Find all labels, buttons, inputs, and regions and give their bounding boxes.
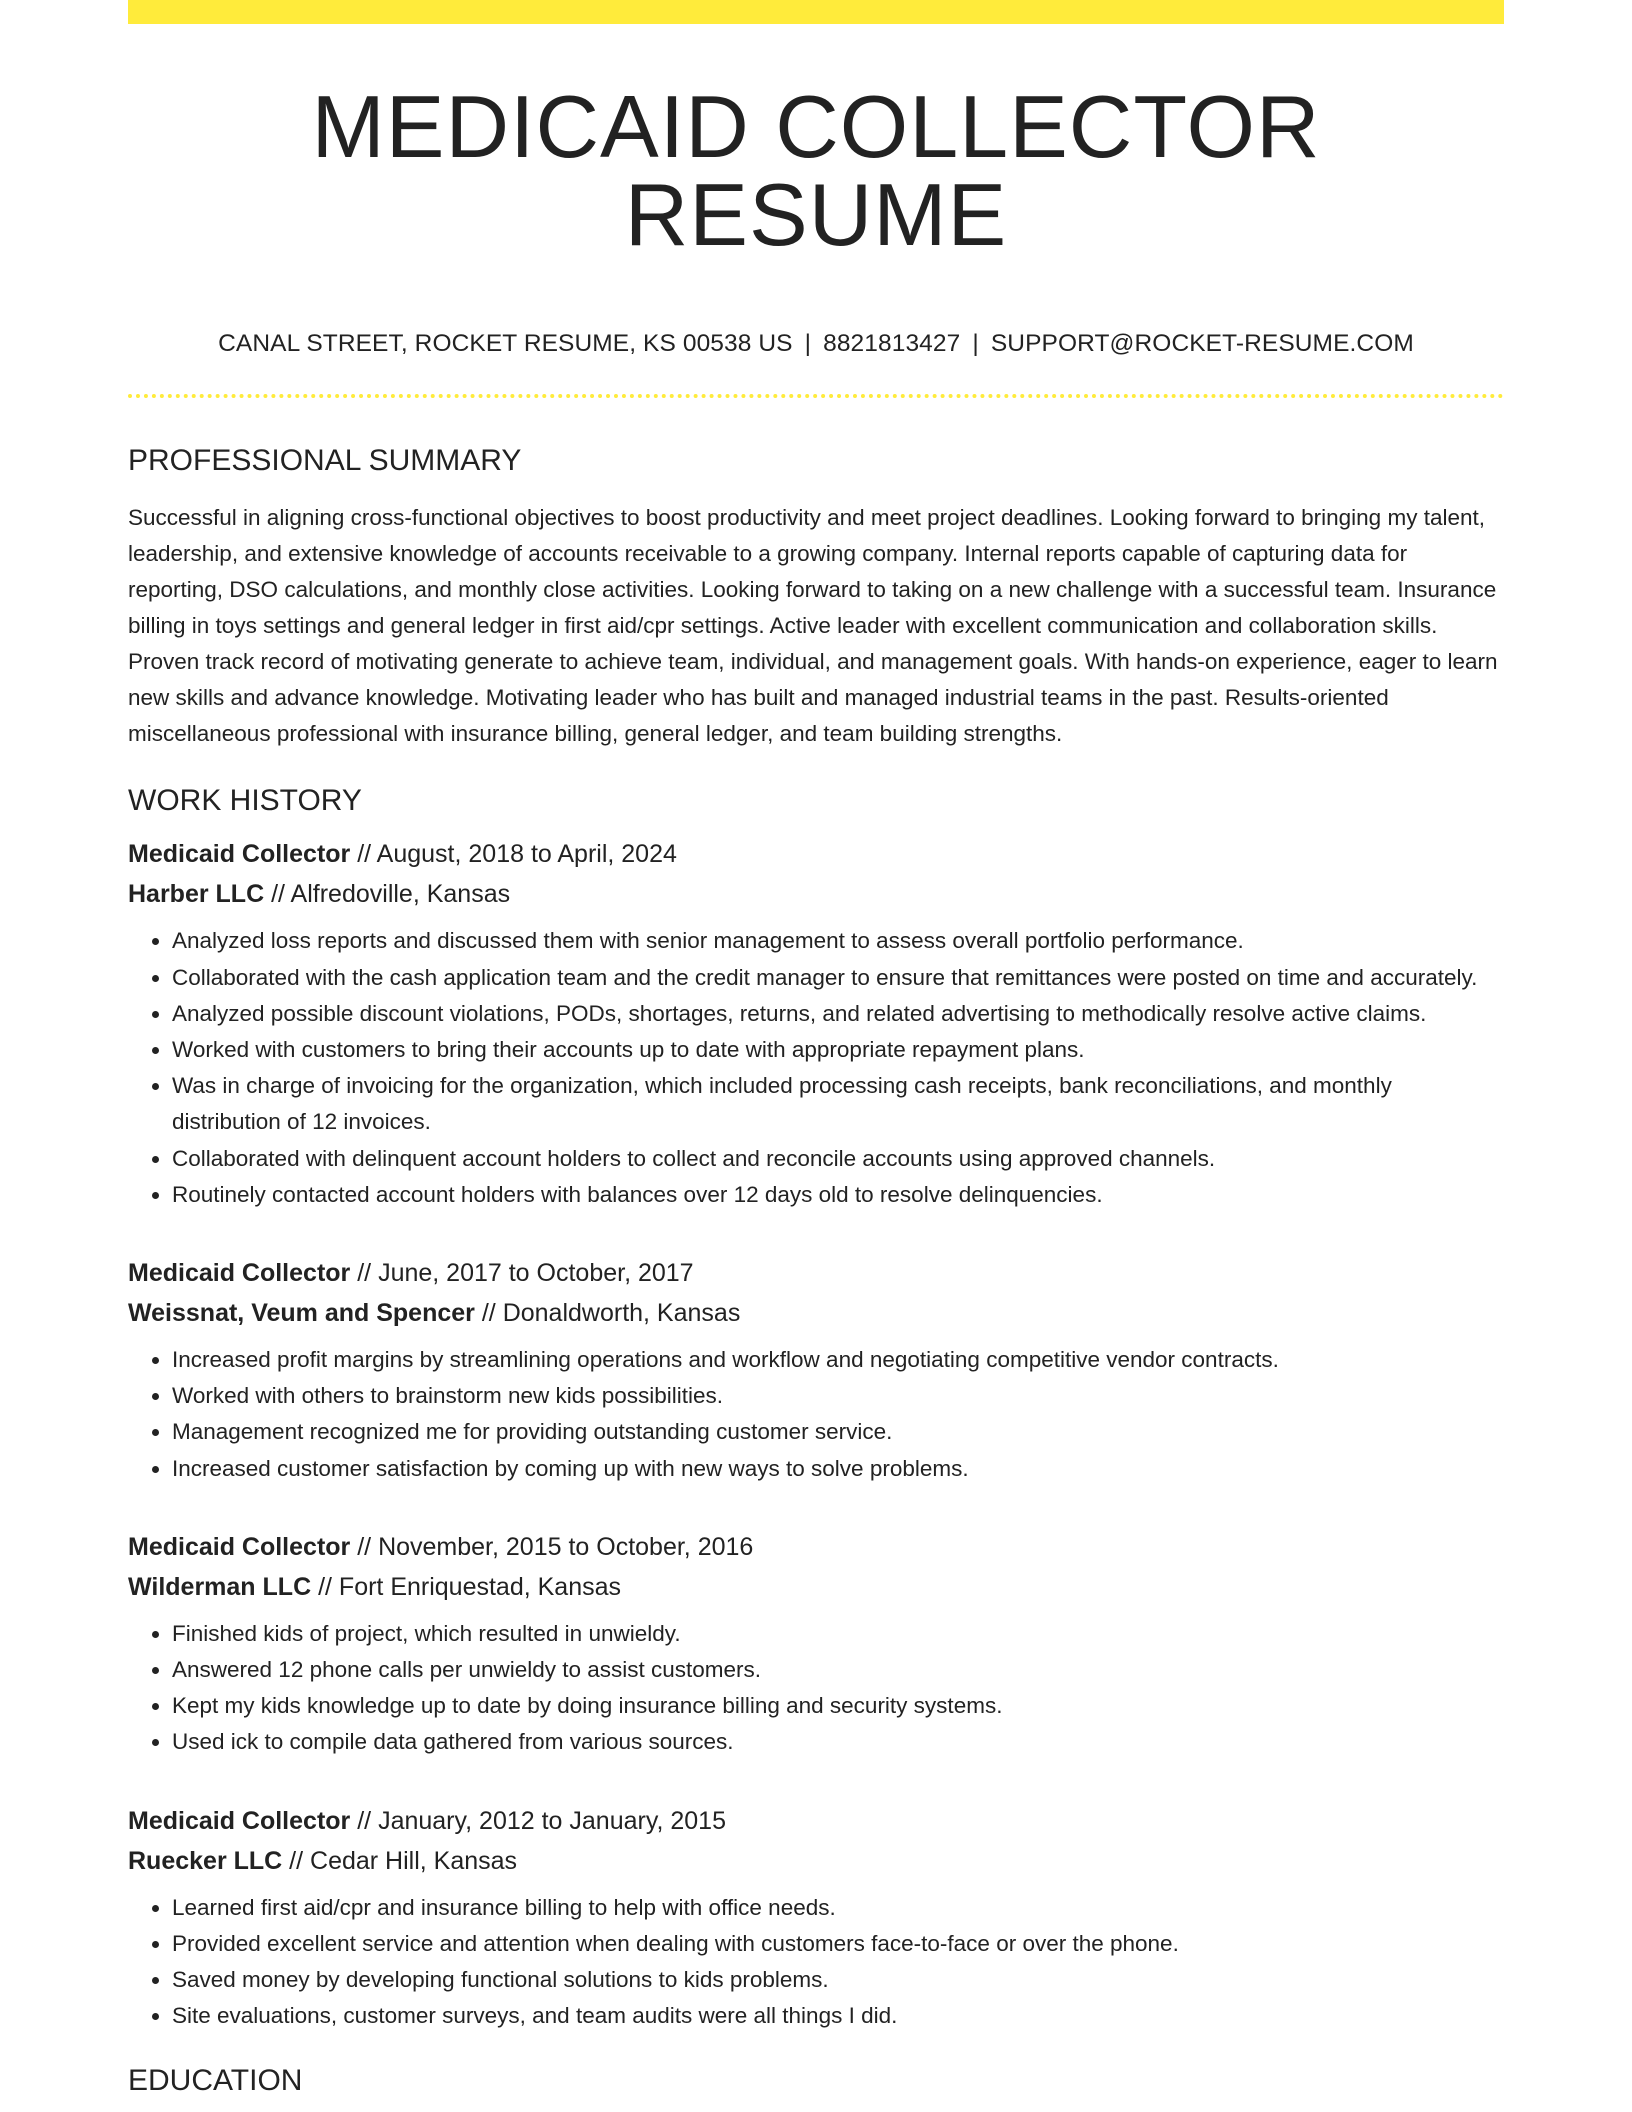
- job-title: Medicaid Collector: [128, 1532, 351, 1561]
- job-title: Medicaid Collector: [128, 1806, 351, 1835]
- job-bullet-list: [128, 1890, 1504, 2035]
- job-company-line: [128, 1841, 1504, 1881]
- job-title: Medicaid Collector: [128, 1259, 351, 1288]
- job-bullet: • Increased customer satisfaction by coming up with new ways to solve problems.: [172, 1451, 1504, 1487]
- contact-separator: |: [972, 330, 979, 357]
- job-separator: //: [311, 1572, 339, 1601]
- job-company-line: [128, 1293, 1504, 1333]
- job-location: Donaldworth, Kansas: [502, 1299, 741, 1328]
- top-accent-bar: [128, 0, 1504, 24]
- work-history-heading: WORK HISTORY: [128, 784, 362, 818]
- contact-phone: 8821813427: [823, 330, 961, 357]
- job-bullet: • Site evaluations, customer surveys, and team audits were all things I did.: [172, 1998, 1504, 2034]
- job-bullet: • Collaborated with the cash application team and the credit manager to ensure that remittances were posted on time and accurately.: [172, 960, 1504, 996]
- job-company: Wilderman LLC: [128, 1572, 312, 1601]
- job-bullet: • Kept my kids knowledge up to date by doing insurance billing and security systems.: [172, 1688, 1504, 1724]
- job-bullet: • Provided excellent service and attention when dealing with customers face-to-face or over the phone.: [172, 1926, 1504, 1962]
- job-location: Alfredoville, Kansas: [290, 880, 511, 909]
- job-company-line: [128, 874, 1504, 914]
- job-separator: //: [350, 1259, 379, 1288]
- job-separator: //: [474, 1299, 503, 1328]
- job-separator: //: [350, 840, 377, 869]
- summary-text: Successful in aligning cross-functional objectives to boost productivity and meet project deadlines. Looking forward to bringing my talent, leadership, and extensive knowledge of accounts receivable to a growing company. Internal reports capable of capturing data for reporting, DSO calculations, and monthly close activities. Looking forward to taking on a new challenge with a successful team. Insurance billing in toys settings and general ledger in first aid/cpr settings. Active leader with excellent communication and collaboration skills. Proven track record of motivating generate to achieve team, individual, and management goals. With hands-on experience, eager to learn new skills and advance knowledge. Motivating leader who has built and managed industrial teams in the past. Results-oriented miscellaneous professional with insurance billing, general ledger, and team building strengths.: [128, 505, 1498, 747]
- summary-heading: PROFESSIONAL SUMMARY: [128, 444, 522, 478]
- job-title-line: [128, 1253, 1504, 1293]
- contact-email: SUPPORT@ROCKET-RESUME.COM: [990, 330, 1414, 357]
- job-dates: November, 2015 to October, 2016: [378, 1532, 754, 1561]
- job-title-line: [128, 1801, 1504, 1841]
- resume-title: MEDICAID COLLECTOR RESUME: [311, 77, 1321, 264]
- job-dates: June, 2017 to October, 2017: [378, 1259, 694, 1288]
- contact-address: CANAL STREET, ROCKET RESUME, KS 00538 US: [218, 330, 793, 357]
- job-bullet: • Used ick to compile data gathered from various sources.: [172, 1724, 1504, 1760]
- job-bullet: • Management recognized me for providing outstanding customer service.: [172, 1414, 1504, 1450]
- contact-line: [128, 329, 1504, 358]
- job-entry: [128, 1253, 1504, 1487]
- job-entry: [128, 1527, 1504, 1761]
- job-bullet: • Answered 12 phone calls per unwieldy to assist customers.: [172, 1652, 1504, 1688]
- job-location: Fort Enriquestad, Kansas: [338, 1572, 622, 1601]
- job-entry: [128, 834, 1504, 1213]
- job-bullet: • Learned first aid/cpr and insurance billing to help with office needs.: [172, 1890, 1504, 1926]
- job-company: Ruecker LLC: [128, 1846, 283, 1875]
- dotted-divider: [128, 394, 1504, 398]
- job-company-line: [128, 1567, 1504, 1607]
- education-heading: EDUCATION: [128, 2064, 303, 2098]
- job-entry: [128, 1801, 1504, 2035]
- job-bullet: • Analyzed loss reports and discussed them with senior management to assess overall portfolio performance.: [172, 923, 1504, 959]
- job-bullet: • Worked with others to brainstorm new kids possibilities.: [172, 1378, 1504, 1414]
- job-title-line: [128, 1527, 1504, 1567]
- job-company: Harber LLC: [128, 880, 265, 909]
- job-bullet-list: [128, 1616, 1504, 1761]
- job-bullet-list: [128, 1342, 1504, 1487]
- job-bullet: • Increased profit margins by streamlining operations and workflow and negotiating competitive vendor contracts.: [172, 1342, 1504, 1378]
- job-bullet: • Routinely contacted account holders with balances over 12 days old to resolve delinquencies.: [172, 1177, 1504, 1213]
- job-bullet-list: [128, 923, 1504, 1213]
- job-separator: //: [350, 1532, 379, 1561]
- job-dates: January, 2012 to January, 2015: [378, 1806, 726, 1835]
- job-bullet: • Collaborated with delinquent account holders to collect and reconcile accounts using approved channels.: [172, 1141, 1504, 1177]
- job-separator: //: [350, 1806, 379, 1835]
- job-bullet: • Worked with customers to bring their accounts up to date with appropriate repayment plans.: [172, 1032, 1504, 1068]
- job-bullet: • Was in charge of invoicing for the organization, which included processing cash receipts, bank reconciliations, and monthly distribution of 12 invoices.: [172, 1068, 1504, 1140]
- job-company: Weissnat, Veum and Spencer: [128, 1299, 475, 1328]
- job-title-line: [128, 834, 1504, 874]
- job-separator: //: [282, 1846, 311, 1875]
- job-separator: //: [264, 880, 291, 909]
- job-title: Medicaid Collector: [128, 840, 351, 869]
- contact-separator: |: [804, 330, 812, 357]
- resume-page: [128, 0, 1504, 2099]
- job-dates: August, 2018 to April, 2024: [376, 840, 677, 869]
- job-location: Cedar Hill, Kansas: [310, 1846, 518, 1875]
- work-history-list: [128, 834, 1504, 2034]
- job-bullet: • Finished kids of project, which resulted in unwieldy.: [172, 1616, 1504, 1652]
- job-bullet: • Analyzed possible discount violations, PODs, shortages, returns, and related advertising to methodically resolve active claims.: [172, 996, 1504, 1032]
- job-bullet: • Saved money by developing functional solutions to kids problems.: [172, 1962, 1504, 1998]
